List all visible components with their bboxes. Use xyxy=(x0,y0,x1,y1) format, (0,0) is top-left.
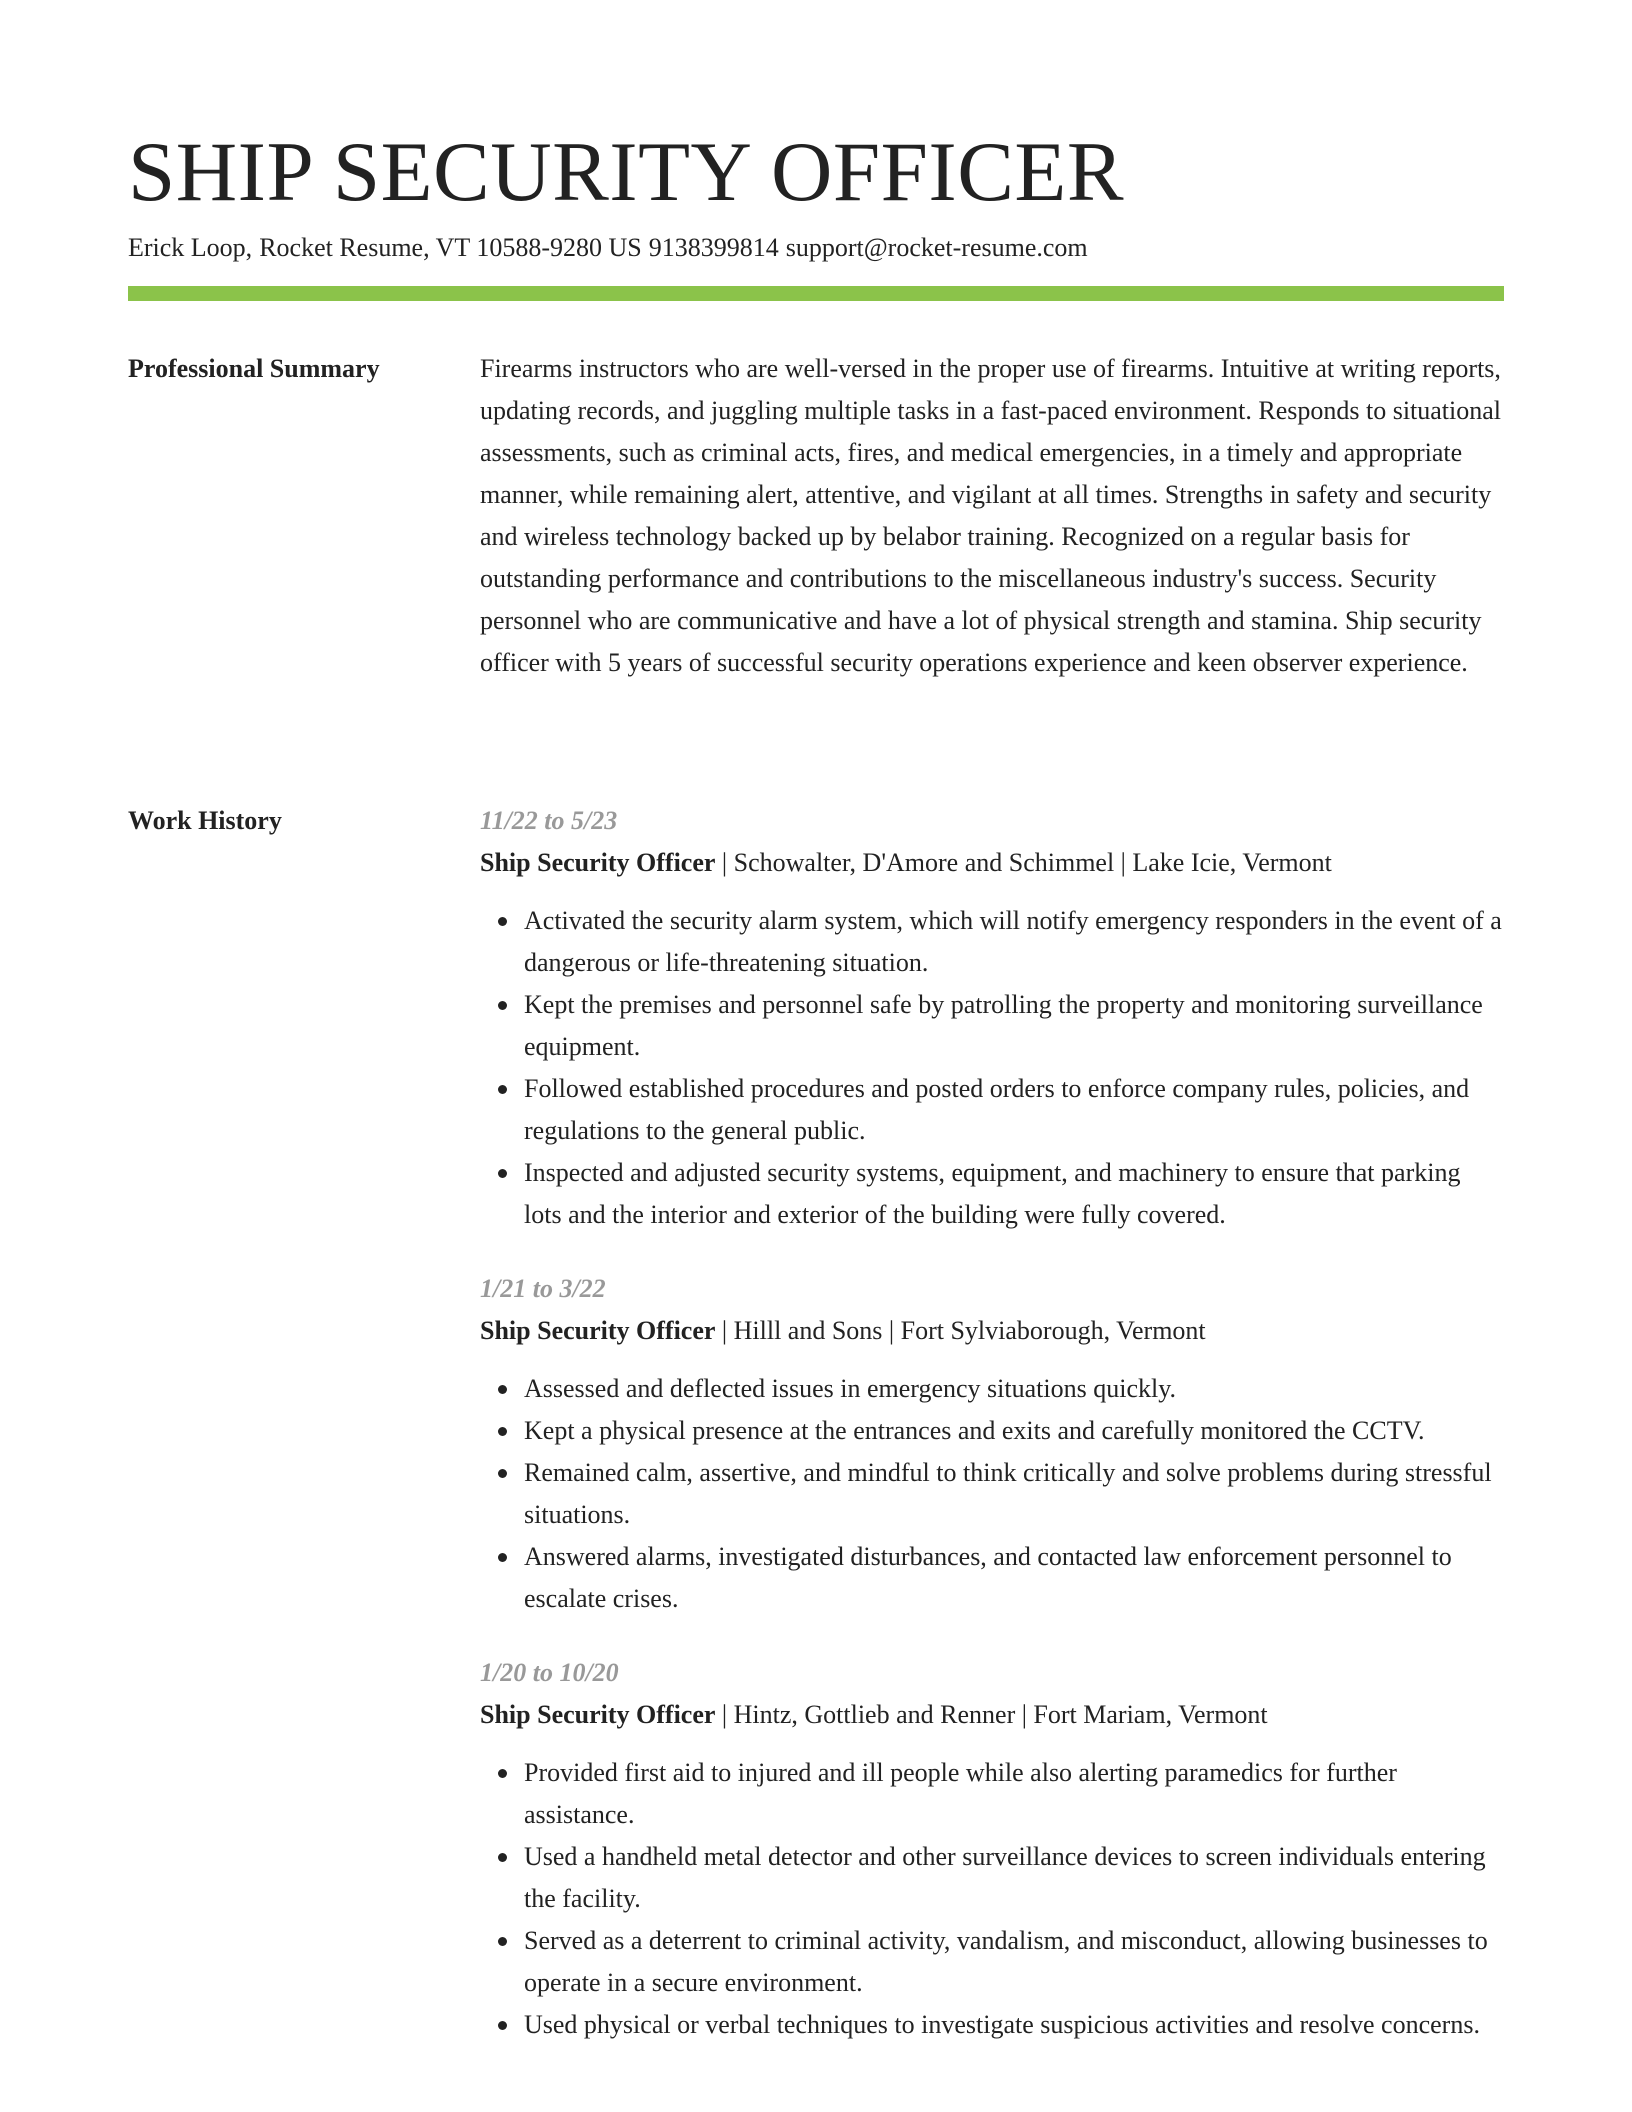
bullet-icon xyxy=(498,1853,507,1862)
bullet-icon xyxy=(498,1085,507,1094)
job-bullet xyxy=(524,1536,1504,1620)
job-bullet xyxy=(524,900,1504,984)
job-bullet-text: Provided first aid to injured and ill people while also alerting paramedics for further assistance. xyxy=(524,1758,1397,1829)
work-history-body xyxy=(480,800,1504,2078)
bullet-icon xyxy=(498,1937,507,1946)
job-heading xyxy=(480,1694,1504,1736)
job-details: | Hilll and Sons | Fort Sylviaborough, Vermont xyxy=(715,1316,1206,1345)
bullet-icon xyxy=(498,1769,507,1778)
job-bullet-list xyxy=(480,1752,1504,2046)
job-heading xyxy=(480,1310,1504,1352)
job-bullet-text: Answered alarms, investigated disturbances, and contacted law enforcement personnel to escalate crises. xyxy=(524,1542,1452,1613)
job-bullet xyxy=(524,1920,1504,2004)
job-bullet-text: Used physical or verbal techniques to investigate suspicious activities and resolve concerns. xyxy=(524,2010,1480,2039)
contact-phone: 9138399814 xyxy=(648,233,779,262)
summary-body xyxy=(480,348,1504,684)
bullet-icon xyxy=(498,2021,507,2030)
job-bullet xyxy=(524,1068,1504,1152)
job-entry xyxy=(480,1268,1504,1620)
summary-text: Firearms instructors who are well-versed in the proper use of firearms. Intuitive at writing reports, updating records, and juggling multiple tasks in a fast-paced environment. Responds to situational assessments, such as criminal acts, fires, and medical emergencies, in a timely and appropriate manner, while remaining alert, attentive, and vigilant at all times. Strengths in safety and security and wireless technology backed up by belabor training. Recognized on a regular basis for outstanding performance and contributions to the miscellaneous industry's success. Security personnel who are communicative and have a lot of physical strength and stamina. Ship security officer with 5 years of successful security operations experience and keen observer experience. xyxy=(480,354,1502,677)
job-heading xyxy=(480,842,1504,884)
job-bullet xyxy=(524,2004,1504,2046)
job-entry xyxy=(480,800,1504,1236)
job-bullet-text: Followed established procedures and posted orders to enforce company rules, policies, and regulations to the general public. xyxy=(524,1074,1470,1145)
work-history-label: Work History xyxy=(128,806,282,835)
job-bullet-text: Served as a deterrent to criminal activity, vandalism, and misconduct, allowing businesses to operate in a secure environment. xyxy=(524,1926,1488,1997)
bullet-icon xyxy=(498,1001,507,1010)
header-divider xyxy=(128,286,1504,301)
job-title: Ship Security Officer xyxy=(480,848,716,877)
job-bullet-list xyxy=(480,900,1504,1236)
bullet-icon xyxy=(498,1169,507,1178)
job-bullet-text: Assessed and deflected issues in emergency situations quickly. xyxy=(524,1374,1177,1403)
summary-label: Professional Summary xyxy=(128,354,380,383)
bullet-icon xyxy=(498,1469,507,1478)
job-bullet-list xyxy=(480,1368,1504,1620)
job-bullet xyxy=(524,1752,1504,1836)
contact-line xyxy=(128,230,1088,266)
contact-address: Rocket Resume, VT 10588-9280 US xyxy=(259,233,642,262)
job-bullet-text: Remained calm, assertive, and mindful to think critically and solve problems during stressful situations. xyxy=(524,1458,1492,1529)
job-bullet xyxy=(524,1410,1504,1452)
job-title: Ship Security Officer xyxy=(480,1700,716,1729)
job-bullet xyxy=(524,1368,1504,1410)
job-entry xyxy=(480,1652,1504,2046)
job-bullet-text: Kept a physical presence at the entrances and exits and carefully monitored the CCTV. xyxy=(524,1416,1425,1445)
job-bullet xyxy=(524,1452,1504,1536)
job-dates: 1/20 to 10/20 xyxy=(480,1658,619,1687)
job-bullet-text: Inspected and adjusted security systems, equipment, and machinery to ensure that parking lots and the interior and exterior of the building were fully covered. xyxy=(524,1158,1461,1229)
job-bullet xyxy=(524,984,1504,1068)
job-bullet-text: Activated the security alarm system, which will notify emergency responders in the event of a dangerous or life-threatening situation. xyxy=(524,906,1502,977)
contact-email: support@rocket-resume.com xyxy=(785,233,1088,262)
job-title: Ship Security Officer xyxy=(480,1316,716,1345)
job-dates: 11/22 to 5/23 xyxy=(480,806,618,835)
job-bullet xyxy=(524,1152,1504,1236)
job-bullet xyxy=(524,1836,1504,1920)
resume-title: SHIP SECURITY OFFICER xyxy=(128,125,1125,219)
bullet-icon xyxy=(498,1385,507,1394)
job-dates: 1/21 to 3/22 xyxy=(480,1274,606,1303)
bullet-icon xyxy=(498,1553,507,1562)
job-bullet-text: Used a handheld metal detector and other surveillance devices to screen individuals entering the facility. xyxy=(524,1842,1486,1913)
bullet-icon xyxy=(498,1427,507,1436)
job-details: | Schowalter, D'Amore and Schimmel | Lake Icie, Vermont xyxy=(715,848,1332,877)
job-details: | Hintz, Gottlieb and Renner | Fort Mariam, Vermont xyxy=(715,1700,1268,1729)
job-bullet-text: Kept the premises and personnel safe by patrolling the property and monitoring surveillance equipment. xyxy=(524,990,1483,1061)
contact-name: Erick Loop, xyxy=(128,233,253,262)
bullet-icon xyxy=(498,917,507,926)
